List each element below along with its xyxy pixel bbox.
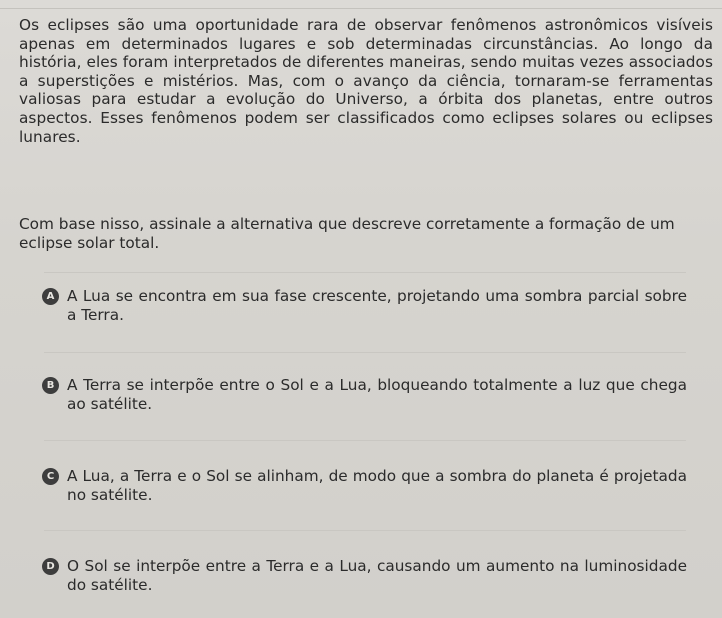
passage-text: Os eclipses são uma oportunidade rara de observar fenômenos astronômicos visíveis apenas em determinados lugares e sob determinadas circunstâncias. Ao longo da história, eles foram interpretados de diferentes maneiras, sendo muitas vezes associados a superstições e mistérios. Mas, com o avanço da ciência, tornaram-se ferramentas valiosas para estudar a evolução do Universo, a órbita dos planetas, entre outros aspectos. Esses fenômenos podem ser classificados como eclipses solares ou eclipses lunares.	[19, 16, 713, 146]
option-d[interactable]	[42, 557, 687, 594]
option-c-badge: C	[42, 468, 59, 485]
option-a[interactable]	[42, 287, 687, 324]
divider	[44, 440, 686, 441]
top-divider	[0, 8, 722, 9]
option-c-text: A Lua, a Terra e o Sol se alinham, de modo que a sombra do planeta é projetada no satélite.	[67, 467, 687, 504]
divider	[44, 352, 686, 353]
divider	[44, 530, 686, 531]
divider	[44, 272, 686, 273]
option-b-text: A Terra se interpõe entre o Sol e a Lua, bloqueando totalmente a luz que chega ao satélite.	[67, 376, 687, 413]
option-b[interactable]	[42, 376, 687, 413]
option-d-badge: D	[42, 558, 59, 575]
option-d-text: O Sol se interpõe entre a Terra e a Lua, causando um aumento na luminosidade do satélite.	[67, 557, 687, 594]
option-a-text: A Lua se encontra em sua fase crescente, projetando uma sombra parcial sobre a Terra.	[67, 287, 687, 324]
question-prompt: Com base nisso, assinale a alternativa que descreve corretamente a formação de um eclipse solar total.	[19, 215, 675, 252]
option-a-badge: A	[42, 288, 59, 305]
option-c[interactable]	[42, 467, 687, 504]
option-b-badge: B	[42, 377, 59, 394]
